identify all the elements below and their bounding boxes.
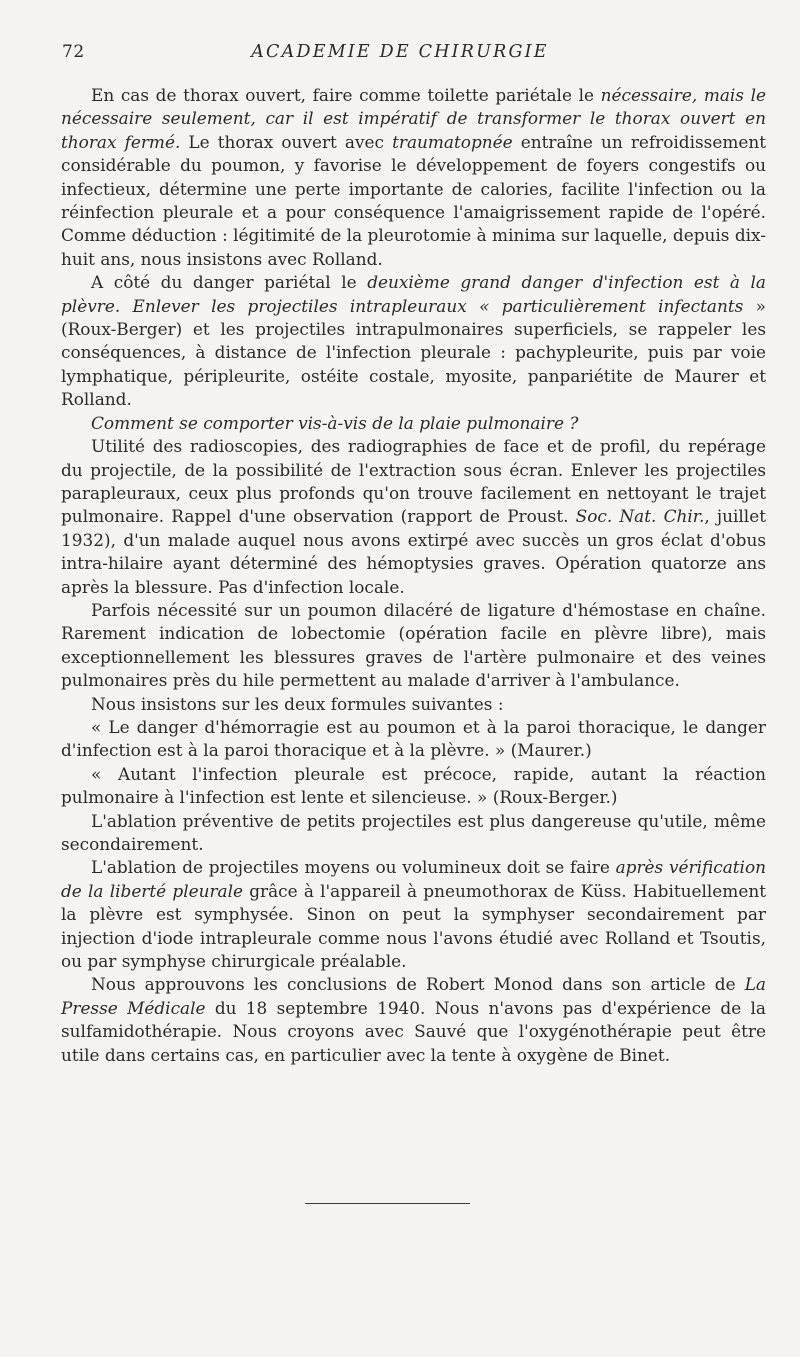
text-run: « Autant l'infection pleurale est précoce, rapide, autant la réaction pulmonaire à l'infection est lente et silencieuse. » (Roux-Berger.) <box>61 763 766 808</box>
text-run: L'ablation de projectiles moyens ou volumineux doit se faire <box>91 857 616 878</box>
paragraph <box>61 599 766 693</box>
text-run: grâce à l'appareil à pneumothorax de Küss. Habituellement la plèvre est symphysée. Sinon on peut la symphyser secondairement par injection d'iode intrapleurale comme nous l'avons étudié avec Rolland et Tsoutis, ou par symphyse chirurgicale préalable. <box>61 880 766 972</box>
text-run: En cas de thorax ouvert, faire comme toilette pariétale le <box>91 85 601 105</box>
italic-text-run: après vérification de la liberté pleurale <box>61 857 767 901</box>
text-run: entraîne un refroidissement considérable du poumon, y favorise le développement de foyers congestifs ou infectieux, détermine une perte importante de calories, facilite l'infection ou la réinfection pleurale et a pour conséquence l'amaigrissement rapide de l'opéré. Comme déduction : légitimité de la pleurotomie à minima sur laquelle, depuis dix-huit ans, nous insistons avec Rolland. <box>61 131 767 269</box>
italic-text-run: Soc. Nat. Chir. <box>575 506 705 527</box>
text-run: A côté du danger pariétal le <box>91 272 368 293</box>
italic-text-run: La Presse Médicale <box>61 974 766 1018</box>
italic-text-run: nécessaire, mais le nécessaire seulement, car il est impératif de transformer le thorax ouvert en thorax fermé. <box>61 85 766 152</box>
italic-text-run: deuxième grand danger d'infection est à la plèvre. Enlever les projectiles intrapleuraux « particulièrement infectants <box>61 272 766 316</box>
paragraph <box>61 716 766 763</box>
body-text <box>61 84 766 1067</box>
paragraph <box>61 435 766 599</box>
text-run: » (Roux-Berger) et les projectiles intrapulmonaires superficiels, se rappeler les conséquences, à distance de l'infection pleurale : pachypleurite, puis par voie lymphatique, péripleurite, ostéite costale, myosite, panpariétite de Maurer et Rolland. <box>61 295 766 410</box>
page-number: 72 <box>62 42 85 62</box>
text-run: « Le danger d'hémorragie est au poumon et à la paroi thoracique, le danger d'infection est à la paroi thoracique et à la plèvre. » (Maurer.) <box>61 716 766 761</box>
text-run: Parfois nécessité sur un poumon dilacéré de ligature d'hémostase en chaîne. Rarement indication de lobectomie (opération facile en plèvre libre), mais exceptionnellement les blessures graves de l'artère pulmonaire et des veines pulmonaires près du hile permettent au malade d'arriver à l'ambulance. <box>61 599 766 691</box>
text-run: Nous approuvons les conclusions de Robert Monod dans son article de <box>91 974 745 995</box>
italic-text-run: traumatopnée <box>392 131 513 152</box>
text-run: L'ablation préventive de petits projectiles est plus dangereuse qu'utile, même secondairement. <box>61 810 766 854</box>
paragraph <box>61 810 766 857</box>
paragraph <box>61 856 766 973</box>
end-rule <box>305 1203 470 1204</box>
paragraph <box>61 412 766 435</box>
text-run: Nous insistons sur les deux formules suivantes : <box>91 693 504 714</box>
text-run: du 18 septembre 1940. Nous n'avons pas d'expérience de la sulfamidothérapie. Nous croyons avec Sauvé que l'oxygénothérapie peut être utile dans certains cas, en particulier avec la tente à oxygène de Binet. <box>61 997 767 1065</box>
paragraph <box>61 271 766 411</box>
page-header <box>62 42 738 70</box>
italic-text-run: Comment se comporter vis-à-vis de la plaie pulmonaire ? <box>91 412 579 433</box>
paragraph <box>61 84 766 271</box>
paragraph <box>61 973 766 1067</box>
paragraph <box>61 763 766 810</box>
text-run: , juillet 1932), d'un malade auquel nous avons extirpé avec succès un gros éclat d'obus intra-hilaire ayant déterminé des hémoptysies graves. Opération quatorze ans après la blessure. Pas d'infection locale. <box>61 506 766 597</box>
text-run: Utilité des radioscopies, des radiographies de face et de profil, du repérage du projectile, de la possibilité de l'extraction sous écran. Enlever les projectiles parapleuraux, ceux plus profonds qu'on trouve facilement en nettoyant le trajet pulmonaire. Rappel d'une observation (rapport de Proust. <box>61 436 766 527</box>
running-title: ACADEMIE DE CHIRURGIE <box>251 42 549 62</box>
paragraph <box>61 693 766 716</box>
text-run: Le thorax ouvert avec <box>180 131 393 152</box>
